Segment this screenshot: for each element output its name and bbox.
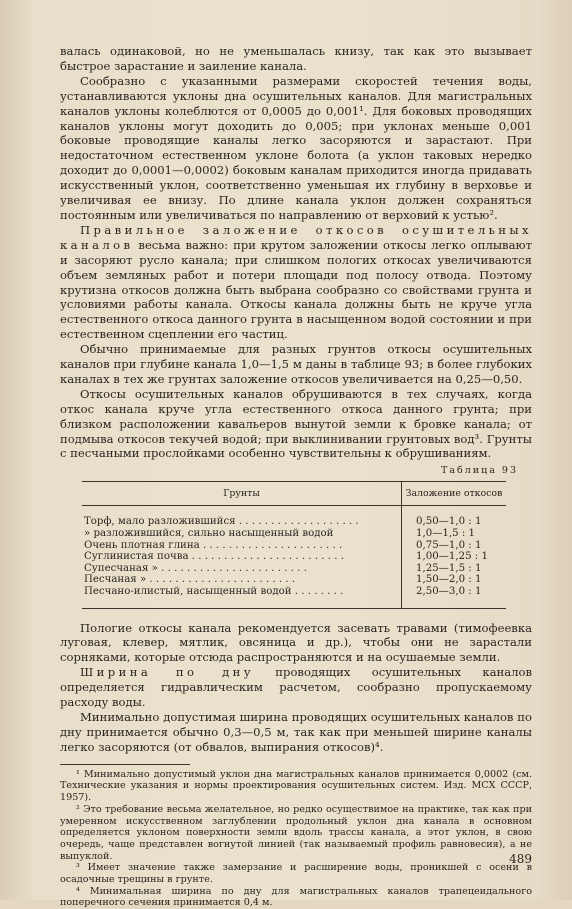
paragraph-4: Обычно принимаемые для разных грунтов откосы осушительных каналов при глубине канала 1,0—1,5 м даны в таблице 93; в более глубоких каналах в тех же грунтах заложение откосов увеличивается на 0,25—0,50.: [60, 342, 532, 386]
paragraph-6: Пологие откосы канала рекомендуется засевать травами (тимофеевка луговая, клевер, мятлик, овсяница и др.), чтобы они не зарастали сорняками, которые отсюда распространяются и на осушаемые земли.: [60, 620, 532, 665]
slope-cell: 1,00—1,25 : 1: [402, 551, 507, 563]
paragraph-1: валась одинаковой, но не уменьшалась книзу, так как это вызывает быстрое зарастание и заиление канала.: [60, 44, 532, 73]
table-row: [82, 563, 506, 575]
soil-cell: Суглинистая почва . . . . . . . . . . . . . . . . . . . . . . . .: [84, 551, 344, 563]
spaced-term-width: Ширина по дну: [80, 665, 254, 680]
paragraph-7: [60, 665, 532, 710]
slope-cell: 0,50—1,0 : 1: [402, 506, 507, 528]
soil-cell: Песчаная » . . . . . . . . . . . . . . . . . . . . . . .: [84, 574, 296, 586]
slope-cell: 2,50—3,0 : 1: [402, 586, 507, 608]
footnote-divider: [60, 764, 190, 765]
paragraph-8: Минимально допустимая ширина проводящих осушительных каналов по дну принимается обычно 0,3—0,5 м, так как при меньшей ширине каналы легко засоряются (от обвалов, выпирания откосов)⁴.: [60, 709, 532, 754]
slope-cell: 0,75—1,0 : 1: [402, 540, 507, 552]
table-row: [82, 528, 506, 540]
footnote-4: ⁴ Минимальная ширина по дну для магистральных каналов трапецеидального поперечного сечения принимается 0,4 м.: [60, 885, 532, 909]
footnote-2: ² Это требование весьма желательное, но редко осуществимое на практике, так как при умеренном искусственном заглублении продольный уклон дна канала в основном определяется уклоном поверхности земли вдоль трассы канала, а этот уклон, в свою очередь, чаще представлен вогнутой линией (так называемый профиль равновесия), а не выпуклой.: [60, 803, 532, 862]
paragraph-7-text: проводящих осушительных каналов определяется гидравлическим расчетом, сообразно пропускаемому расходу воды.: [60, 665, 532, 710]
table-row: [82, 506, 506, 528]
table-row: [82, 586, 506, 608]
footnote-3: ³ Имеет значение также замерзание и расширение воды, проникшей с осени в осадочные трещины в грунте.: [60, 862, 532, 886]
page-number: 489: [509, 852, 532, 866]
slopes-table: [82, 481, 506, 608]
spacer: [60, 609, 532, 621]
soil-cell: Торф, мало разложившийся . . . . . . . . . . . . . . . . . . .: [84, 516, 359, 528]
paragraph-3-text: весьма важно: при крутом заложении откосы легко оплывают и засоряют русло канала; при слишком пологих откосах увеличиваются объем земляных работ и потери площади под полосу отвода. Поэтому крутизна откосов должна быть выбрана сообразно со свойствами грунта и условиями работы канала. Откосы канала должны быть не круче угла естественного откоса данного грунта в насыщенном водой состоянии и при естественном сцеплении его частиц.: [60, 237, 532, 342]
slope-cell: 1,25—1,5 : 1: [402, 563, 507, 575]
spaced-term-slopes: Правильное заложение откосов осушительных каналов: [60, 222, 532, 252]
soil-cell: Супесчаная » . . . . . . . . . . . . . . . . . . . . . . .: [84, 562, 307, 574]
slope-cell: 1,50—2,0 : 1: [402, 574, 507, 586]
soil-cell: Песчано-илистый, насыщенный водой . . . . . . . .: [82, 586, 402, 608]
paragraph-3: [60, 223, 532, 342]
soil-cell: » разложившийся, сильно насыщенный водой: [84, 527, 334, 539]
table-row: [82, 574, 506, 586]
table-caption: Таблица 93: [441, 465, 518, 477]
soil-cell: Очень плотная глина . . . . . . . . . . . . . . . . . . . . . .: [84, 539, 343, 551]
paragraph-2: Сообразно с указанными размерами скоростей течения воды, устанавливаются уклоны дна осушительных каналов. Для магистральных каналов уклоны колеблются от 0,0005 до 0,001¹. Для боковых проводящих каналов уклоны могут доходить до 0,005; при уклонах меньше 0,001 боковые проводящие каналы легко засоряются и зарастают. При недостаточном естественном уклоне болота (а уклон таковых нередко доходит до 0,0001—0,0002) боковым каналам приходится иногда придавать искусственный уклон, соответственно уменьшая их глубину в верховье и увеличивая ее внизу. По длине канала уклон должен сохраняться постоянным или увеличиваться по направлению от верховий к устью².: [60, 73, 532, 222]
paragraph-5: Откосы осушительных каналов обрушиваются в тех случаях, когда откос канала круче угла естественного откоса данного грунта; при близком расположении кавальеров вынутой земли к бровке канала; от подмыва откосов текучей водой; при выклинивании грунтовых вод³. Грунты с песчаными прослойками особенно чувствительны к обрушиваниям.: [60, 386, 532, 461]
table-header-soils: Грунты: [82, 482, 402, 506]
table-row: [82, 551, 506, 563]
table-header-slopes: Заложение откосов: [402, 482, 507, 506]
slope-cell: 1,0—1,5 : 1: [402, 528, 507, 540]
table-row: [82, 540, 506, 552]
footnote-1: ¹ Минимально допустимый уклон дна магистральных каналов принимается 0,0002 (см. Технические указания и нормы проектирования осушительных систем. Изд. МСХ СССР, 1957).: [60, 768, 532, 804]
